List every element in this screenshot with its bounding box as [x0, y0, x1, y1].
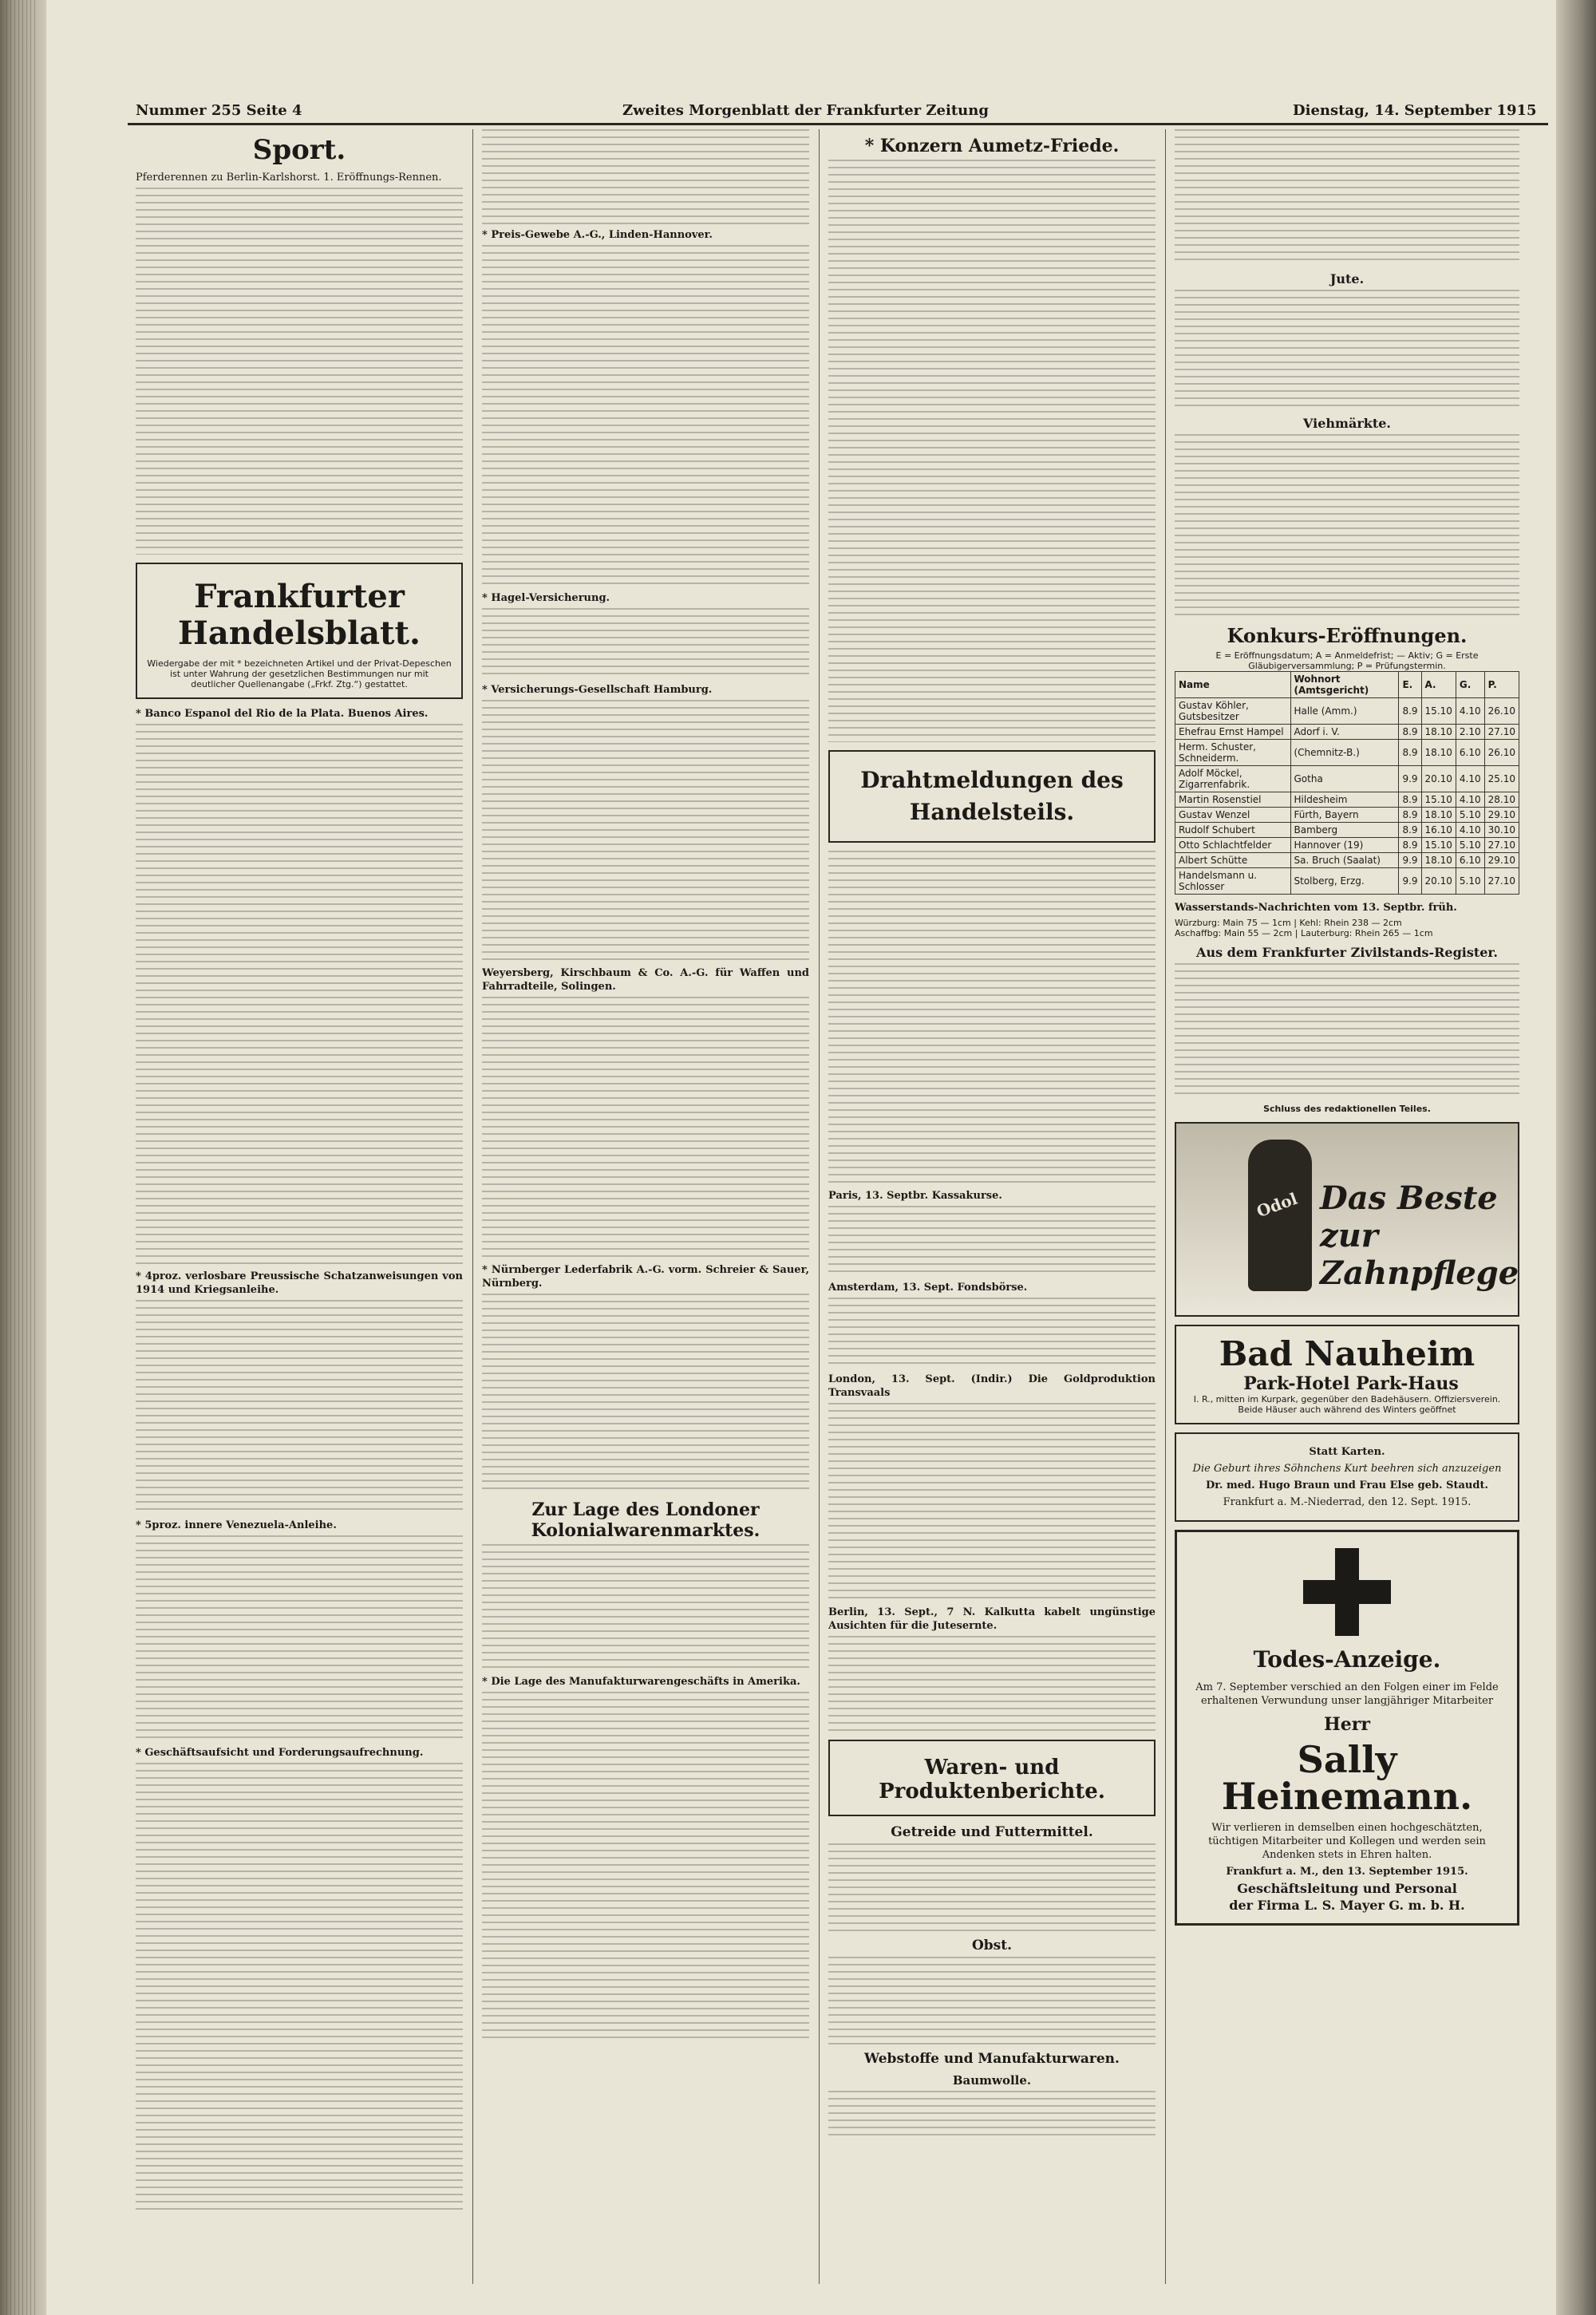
- sub-webstoffe: Webstoffe und Manufakturwaren.: [864, 2051, 1120, 2067]
- table-cell: Handelsmann u. Schlosser: [1175, 868, 1291, 895]
- konkurs-table: [1175, 671, 1519, 895]
- odol-bottle-icon: [1248, 1140, 1312, 1291]
- amsterdam-kurse: Amsterdam, 13. Sept. Fondsbörse.: [828, 1282, 1028, 1294]
- table-cell: Bamberg: [1290, 823, 1399, 838]
- waren-box: [828, 1740, 1156, 1816]
- table-cell: Albert Schütte: [1175, 853, 1291, 868]
- table-cell: 27.10: [1484, 838, 1519, 853]
- article-schatzanweisungen: * 4proz. verlosbare Preussische Schatzanweisungen von 1914 und Kriegsanleihe.: [136, 1270, 463, 1296]
- nauheim-sub: Park-Hotel Park-Haus: [1243, 1373, 1459, 1394]
- article-preis-gewebe: * Preis-Gewebe A.-G., Linden-Hannover.: [482, 229, 713, 241]
- birth-names: Dr. med. Hugo Braun und Frau Else geb. Staudt.: [1206, 1479, 1488, 1491]
- table-cell: 28.10: [1484, 792, 1519, 808]
- column-rule: [1165, 129, 1166, 2284]
- table-cell: 4.10: [1456, 792, 1484, 808]
- heading-jute: Jute.: [1329, 271, 1365, 286]
- column-2: [482, 129, 809, 2284]
- article-weyersberg-text: [482, 997, 809, 1260]
- sub-baumwolle: Baumwolle.: [952, 2073, 1032, 2088]
- sport-subheading: Pferderennen zu Berlin-Karlshorst. 1. Eröffnungs-Rennen.: [136, 172, 442, 184]
- table-cell: 27.10: [1484, 868, 1519, 895]
- drahtmeldungen-text: [828, 851, 1156, 1186]
- london-text: [828, 1403, 1156, 1602]
- death-notice: [1175, 1530, 1519, 1926]
- table-cell: 16.10: [1421, 823, 1456, 838]
- jute-text: [1175, 290, 1519, 409]
- masthead-rule: [128, 123, 1548, 125]
- table-cell: Gotha: [1290, 766, 1399, 792]
- table-cell: Ehefrau Ernst Hampel: [1175, 725, 1291, 740]
- table-cell: Hannover (19): [1290, 838, 1399, 853]
- todes-firm-2: der Firma L. S. Mayer G. m. b. H.: [1229, 1898, 1465, 1913]
- todes-text-2: Wir verlieren in demselben einen hochgeschätzten, tüchtigen Mitarbeiter und Kollegen und werden sein Andenken stets in Ehren halten.: [1208, 1822, 1486, 1861]
- article-hagel-text: [482, 608, 809, 680]
- table-cell: 15.10: [1421, 698, 1456, 725]
- column-1: [136, 129, 463, 2284]
- todes-firm-1: Geschäftsleitung und Personal: [1237, 1881, 1457, 1896]
- table-cell: 20.10: [1421, 766, 1456, 792]
- table-row: [1175, 808, 1519, 823]
- issue-date: Dienstag, 14. September 1915: [1293, 102, 1537, 119]
- table-cell: 8.9: [1399, 792, 1421, 808]
- zivilstand-text: [1175, 963, 1519, 1099]
- table-cell: 29.10: [1484, 853, 1519, 868]
- table-cell: Gustav Köhler, Gutsbesitzer: [1175, 698, 1291, 725]
- table-cell: Halle (Amm.): [1290, 698, 1399, 725]
- vieh-text: [1175, 434, 1519, 618]
- article-venezuela-text: [136, 1535, 463, 1743]
- berlin-jute: Berlin, 13. Sept., 7 N. Kalkutta kabelt ungünstige Ausichten für die Jutesernte.: [828, 1606, 1156, 1632]
- column-4: [1175, 129, 1519, 2284]
- odol-bottle-label: Odol: [1254, 1188, 1300, 1222]
- article-weyersberg: Weyersberg, Kirschbaum & Co. A.-G. für Waffen und Fahrradteile, Solingen.: [482, 967, 809, 993]
- table-cell: Otto Schlachtfelder: [1175, 838, 1291, 853]
- london-gold: London, 13. Sept. (Indir.) Die Goldproduktion Transvaals: [828, 1373, 1156, 1399]
- todes-name: Sally Heinemann.: [1221, 1738, 1473, 1818]
- amsterdam-table: [828, 1298, 1156, 1369]
- sub-getreide: Getreide und Futtermittel.: [891, 1824, 1093, 1840]
- article-hagel: * Hagel-Versicherung.: [482, 592, 610, 604]
- table-row: [1175, 823, 1519, 838]
- table-cell: 8.9: [1399, 740, 1421, 766]
- table-cell: 4.10: [1456, 766, 1484, 792]
- heading-waren: Waren- und Produktenberichte.: [879, 1756, 1105, 1803]
- konkurs-header-cell: G.: [1456, 672, 1484, 698]
- table-cell: Gustav Wenzel: [1175, 808, 1291, 823]
- todes-herr: Herr: [1324, 1714, 1370, 1735]
- todes-text: Am 7. September verschied an den Folgen einer im Felde erhaltenen Verwundung unser langjähriger Mitarbeiter: [1195, 1681, 1499, 1707]
- table-cell: 6.10: [1456, 853, 1484, 868]
- article-manufaktur: * Die Lage des Manufakturwarengeschäfts in Amerika.: [482, 1676, 800, 1688]
- table-cell: 30.10: [1484, 823, 1519, 838]
- paris-table: [828, 1206, 1156, 1278]
- heading-drahtmeldungen: Drahtmeldungen des Handelsteils.: [860, 767, 1124, 825]
- article-schatz-text: [136, 1300, 463, 1515]
- table-cell: Rudolf Schubert: [1175, 823, 1291, 838]
- table-cell: (Chemnitz-B.): [1290, 740, 1399, 766]
- table-cell: 18.10: [1421, 725, 1456, 740]
- konkurs-header-cell: A.: [1421, 672, 1456, 698]
- sport-text: [136, 188, 463, 555]
- article-geschaeftsaufsicht: * Geschäftsaufsicht und Forderungsaufrechnung.: [136, 1747, 424, 1759]
- table-cell: 4.10: [1456, 698, 1484, 725]
- article-manufaktur-text: [482, 1692, 809, 2043]
- table-cell: Adorf i. V.: [1290, 725, 1399, 740]
- table-row: [1175, 868, 1519, 895]
- table-row: [1175, 740, 1519, 766]
- table-cell: 26.10: [1484, 740, 1519, 766]
- masthead: [128, 102, 1548, 121]
- konkurs-header-cell: Name: [1175, 672, 1291, 698]
- todes-place: Frankfurt a. M., den 13. September 1915.: [1226, 1866, 1468, 1878]
- berlin-text: [828, 1636, 1156, 1732]
- article-preis-text: [482, 245, 809, 588]
- table-cell: 20.10: [1421, 868, 1456, 895]
- nauheim-ad: [1175, 1325, 1519, 1424]
- column-rule: [472, 129, 473, 2284]
- article-banco: * Banco Espanol del Rio de la Plata. Buenos Aires.: [136, 708, 429, 720]
- col4-text-top: [1175, 129, 1519, 265]
- table-cell: Sa. Bruch (Saalat): [1290, 853, 1399, 868]
- article-lederfabrik: * Nürnberger Lederfabrik A.-G. vorm. Schreier & Sauer, Nürnberg.: [482, 1264, 809, 1290]
- statt-karten: Statt Karten.: [1309, 1446, 1385, 1458]
- table-cell: Hildesheim: [1290, 792, 1399, 808]
- article-versicherung-text: [482, 700, 809, 963]
- konkurs-header-cell: Wohnort (Amtsgericht): [1290, 672, 1399, 698]
- konkurs-note: E = Eröffnungsdatum; A = Anmeldefrist; — Aktiv; G = Erste Gläubigerversammlung; P = Prüfungstermin.: [1215, 650, 1479, 671]
- table-cell: 29.10: [1484, 808, 1519, 823]
- page-number: Nummer 255 Seite 4: [136, 102, 302, 119]
- article-kolonial-text: [482, 1544, 809, 1672]
- table-row: [1175, 792, 1519, 808]
- getreide-text: [828, 1843, 1156, 1931]
- table-row: [1175, 853, 1519, 868]
- odol-ad: [1175, 1122, 1519, 1317]
- table-row: [1175, 838, 1519, 853]
- table-cell: 27.10: [1484, 725, 1519, 740]
- table-cell: Fürth, Bayern: [1290, 808, 1399, 823]
- table-cell: 9.9: [1399, 853, 1421, 868]
- birth-place: Frankfurt a. M.-Niederrad, den 12. Sept. 1915.: [1223, 1496, 1472, 1508]
- article-versicherung: * Versicherungs-Gesellschaft Hamburg.: [482, 684, 713, 696]
- table-cell: 9.9: [1399, 868, 1421, 895]
- schluss-redaktion: Schluss des redaktionellen Teiles.: [1263, 1104, 1431, 1114]
- table-cell: 5.10: [1456, 808, 1484, 823]
- birth-notice: [1175, 1432, 1519, 1522]
- table-row: [1175, 725, 1519, 740]
- odol-slogan: Das Beste zur Zahnpflege: [1320, 1179, 1519, 1292]
- paris-kurse: Paris, 13. Septbr. Kassakurse.: [828, 1190, 1002, 1202]
- table-cell: 15.10: [1421, 792, 1456, 808]
- drahtmeldungen-box: [828, 750, 1156, 843]
- table-cell: 2.10: [1456, 725, 1484, 740]
- heading-zivilstand: Aus dem Frankfurter Zivilstands-Register.: [1196, 945, 1498, 960]
- table-cell: 5.10: [1456, 868, 1484, 895]
- todes-heading: Todes-Anzeige.: [1253, 1646, 1441, 1673]
- obst-text: [828, 1957, 1156, 2044]
- heading-vieh: Viehmärkte.: [1303, 416, 1391, 431]
- table-cell: 18.10: [1421, 808, 1456, 823]
- wasserstand-row: Würzburg: Main 75 — 1cm | Kehl: Rhein 238 — 2cm: [1175, 918, 1402, 928]
- konkurs-header-cell: E.: [1399, 672, 1421, 698]
- sport-heading: Sport.: [252, 134, 346, 166]
- article-geschaeft-text: [136, 1763, 463, 2210]
- table-cell: 8.9: [1399, 698, 1421, 725]
- table-cell: 26.10: [1484, 698, 1519, 725]
- handelsblatt-box: [136, 563, 463, 699]
- nauheim-title: Bad Nauheim: [1219, 1334, 1476, 1373]
- table-cell: 8.9: [1399, 808, 1421, 823]
- column-rule: [819, 129, 820, 2284]
- col2-text-top: [482, 129, 809, 225]
- heading-kolonialwaren: Zur Lage des Londoner Kolonialwarenmarktes.: [531, 1499, 760, 1541]
- table-row: [1175, 698, 1519, 725]
- table-cell: Adolf Möckel, Zigarrenfabrik.: [1175, 766, 1291, 792]
- article-venezuela: * 5proz. innere Venezuela-Anleihe.: [136, 1519, 337, 1531]
- table-cell: 5.10: [1456, 838, 1484, 853]
- handelsblatt-heading: Frankfurter Handelsblatt.: [178, 578, 421, 652]
- page-edge: [1556, 0, 1596, 2315]
- table-cell: 25.10: [1484, 766, 1519, 792]
- book-binding: [0, 0, 46, 2315]
- table-cell: Herm. Schuster, Schneiderm.: [1175, 740, 1291, 766]
- sub-obst: Obst.: [971, 1938, 1013, 1954]
- iron-cross-icon: [1303, 1548, 1391, 1636]
- article-banco-text: [136, 724, 463, 1266]
- table-cell: 9.9: [1399, 766, 1421, 792]
- table-cell: 18.10: [1421, 740, 1456, 766]
- table-cell: Stolberg, Erzg.: [1290, 868, 1399, 895]
- paper-title: Zweites Morgenblatt der Frankfurter Zeitung: [622, 102, 989, 119]
- wasserstand-row: Aschaffbg: Main 55 — 2cm | Lauterburg: Rhein 265 — 1cm: [1175, 928, 1433, 938]
- heading-aumetz: * Konzern Aumetz-Friede.: [864, 136, 1120, 156]
- baumwolle-text: [828, 2091, 1156, 2139]
- handelsblatt-note: Wiedergabe der mit * bezeichneten Artikel und der Privat-Depeschen ist unter Wahrung der gesetzlichen Bestimmungen nur mit deutlicher Quellenangabe („Frkf. Ztg.“) gestattet.: [147, 658, 452, 689]
- konkurs-header-cell: P.: [1484, 672, 1519, 698]
- table-cell: 15.10: [1421, 838, 1456, 853]
- table-row: [1175, 766, 1519, 792]
- table-cell: 8.9: [1399, 838, 1421, 853]
- table-cell: 8.9: [1399, 823, 1421, 838]
- birth-text: Die Geburt ihres Söhnchens Kurt beehren sich anzuzeigen: [1192, 1463, 1502, 1475]
- nauheim-text: I. R., mitten im Kurpark, gegenüber den Badehäusern. Offiziersverein. Beide Häuser auch während des Winters geöffnet: [1193, 1394, 1501, 1415]
- heading-konkurs: Konkurs-Eröffnungen.: [1227, 624, 1468, 647]
- table-cell: 8.9: [1399, 725, 1421, 740]
- article-lederfabrik-text: [482, 1294, 809, 1493]
- table-cell: 18.10: [1421, 853, 1456, 868]
- table-cell: Martin Rosenstiel: [1175, 792, 1291, 808]
- wasserstand-heading: Wasserstands-Nachrichten vom 13. Septbr. früh.: [1175, 902, 1457, 914]
- article-aumetz-text: [828, 160, 1156, 742]
- table-cell: 6.10: [1456, 740, 1484, 766]
- column-3: [828, 129, 1156, 2284]
- table-cell: 4.10: [1456, 823, 1484, 838]
